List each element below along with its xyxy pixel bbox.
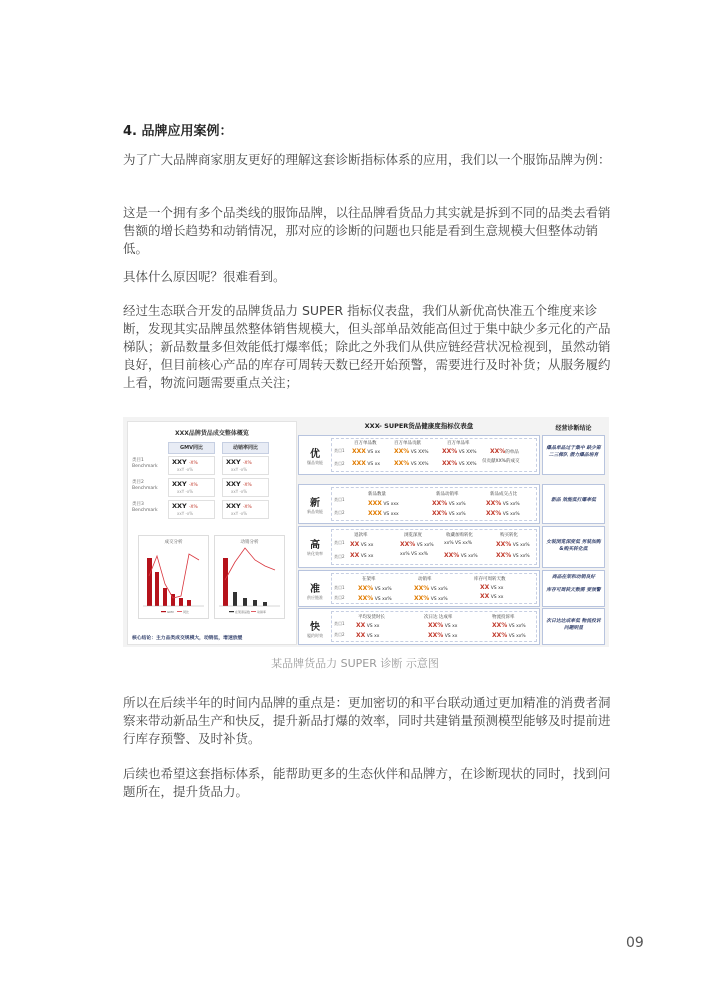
diagnosis-box: 次日达达成率低 物流投诉问题明显 <box>542 608 605 645</box>
dimension-zhun: 准 供应链准 类目1 类目2 在架率 动销率 库存可周转天数 XX% VS xx% XX% VS xx% XX% VS xx% XX% VS xx% XX VS xx XX VS xx <box>298 570 540 607</box>
dimension-label: 优 <box>310 449 320 460</box>
gmv-bars-svg <box>139 536 208 618</box>
bar <box>253 600 257 606</box>
overview-row <box>128 456 296 476</box>
legend-label: 动销率 <box>257 610 267 614</box>
gmv-value: XXY -X% xxY -x% <box>168 456 215 475</box>
bar <box>243 598 247 606</box>
rate-value: XXY -X% xxY -x% <box>222 456 269 475</box>
dimension-gao: 高 转化效率 类目1 类目2 退款率 浏览深度 收藏加购转化 购买转化 XX VS xx XX VS xx XX% VS xx% xx% VS xx% xx% VS xx% XX% VS xx% XX% VS xx% XX% VS xx% <box>298 526 540 568</box>
paragraph-1: 为了广大品牌商家朋友更好的理解这套诊断指标体系的应用，我们以一个服饰品牌为例： <box>123 152 611 167</box>
bar <box>233 592 237 606</box>
dimension-label: 新 <box>310 498 320 509</box>
rate-value: XXY -X% xxY -x% <box>222 478 269 497</box>
overview-row <box>128 478 296 498</box>
bar <box>179 598 183 606</box>
gmv-column-header: GMV同比 <box>168 442 215 454</box>
bar <box>187 600 191 606</box>
paragraph-2: 这是一个拥有多个品类线的服饰品牌，以往品牌看货品力其实就是拆到不同的品类去看销售额的增长趋势和动销情况，那对应的诊断的问题也只能是看到生意规模大但整体动销低。 <box>123 205 611 256</box>
figure-caption: 某品牌货品力 SUPER 诊断 示意图 <box>271 657 439 670</box>
gmv-value: XXY -X% xxY -x% <box>168 478 215 497</box>
dimension-label: 快 <box>310 622 320 633</box>
overview-panel <box>127 421 297 645</box>
gmv-mini-chart: 成交分析 GMV 同比 <box>138 535 209 619</box>
rate-column-header: 动销率同比 <box>222 442 269 454</box>
dashboard-figure <box>123 417 609 647</box>
row-label: 类目2 Benchmark <box>132 480 158 491</box>
dimension-you: 优 爆品效能 类目1 类目2 百万单品数 百万单品贡献 百万单品率 XXX VS xx XXX VS xx XX% VS XX% XX% VS XX% XX% VS XX% XX% VS XX% XX%的单品 仅贡献XX%的成交 <box>298 435 540 475</box>
diagnosis-panel <box>542 421 605 643</box>
legend-label: 同比 <box>183 610 190 614</box>
page-number: 09 <box>626 935 644 951</box>
dimension-label: 准 <box>310 584 320 595</box>
overview-row <box>128 500 296 520</box>
overview-conclusion: 核心结论：主力品类成交规模大，动销低，增速放缓 <box>132 636 243 641</box>
paragraph-4: 经过生态联合开发的品牌货品力 SUPER 指标仪表盘，我们从新优高快准五个维度来诊断，发现其实品牌虽然整体销售规模大，但头部单品效能高但过于集中缺少多元化的产品梯队；新品数量多但效能低打爆率低；除此之外我们从供应链经营状况检视到，虽然动销良好，但目前核心产品的库存可周转天数已经开始预警，需要进行及时补货；从服务履约上看，物流问题需要重点关注； <box>123 303 611 390</box>
gmv-value: XXY -X% xxY -x% <box>168 500 215 519</box>
trend-line <box>225 548 275 580</box>
bar <box>223 558 228 606</box>
diagnosis-box: 爆品单品过于集中 缺少第二三梯队 潜力爆品培育 <box>542 435 605 475</box>
bar <box>163 588 167 606</box>
paragraph-3: 具体什么原因呢？很难看到。 <box>123 269 286 284</box>
dimension-kuai: 快 履约时效 类目1 类目2 平均发货时长 次日达 达成率 物流投诉率 XX VS xx XX VS xx XX% VS xx XX% VS xx XX% VS xx% XX% VS xx% <box>298 608 540 645</box>
bar <box>147 558 152 606</box>
dimension-label: 高 <box>310 540 320 551</box>
legend-label: 在架商品数 <box>235 610 251 614</box>
diagnosis-title: 经营诊断结论 <box>555 425 592 432</box>
rate-value: XXY -X% xxY -x% <box>222 500 269 519</box>
diagnosis-box: 新品 效能低打爆率低 <box>542 484 605 524</box>
legend-label: GMV <box>167 610 174 614</box>
diagnosis-box: 商品在架和动销良好 库存可周转天数需 要预警 <box>542 570 605 607</box>
row-label: 类目3 Benchmark <box>132 502 158 513</box>
dimension-xin: 新 新品效能 类目1 类目2 新品数量 新品动销率 新品成交占比 XXX VS xxx XXX VS xxx XX% VS xx% XX% VS xx% XX% VS xx% XX% VS xx% <box>298 484 540 524</box>
section-heading: 4. 品牌应用案例： <box>123 124 233 139</box>
dashboard-title: XXX- SUPER货品健康度指标仪表盘 <box>364 422 474 430</box>
bar <box>263 602 267 606</box>
rate-mini-chart: 动销分析 在架商品数 动销率 <box>214 535 285 619</box>
diagnosis-box: 女装浏览深度低 男装加购&购买转化低 <box>542 526 605 568</box>
rate-bars-svg <box>215 536 284 618</box>
row-label: 类目1 Benchmark <box>132 458 158 469</box>
overview-title: XXX品牌货品成交整体概览 <box>175 430 249 437</box>
bar <box>155 572 159 606</box>
paragraph-6: 后续也希望这套指标体系，能帮助更多的生态伙伴和品牌方，在诊断现状的同时，找到问题所在，提升货品力。 <box>123 766 611 799</box>
paragraph-5: 所以在后续半年的时间内品牌的重点是：更加密切的和平台联动通过更加精准的消费者洞察来带动新品生产和快反，提升新品打爆的效率，同时共建销量预测模型能够及时提前进行库存预警、及时补货。 <box>123 695 611 746</box>
